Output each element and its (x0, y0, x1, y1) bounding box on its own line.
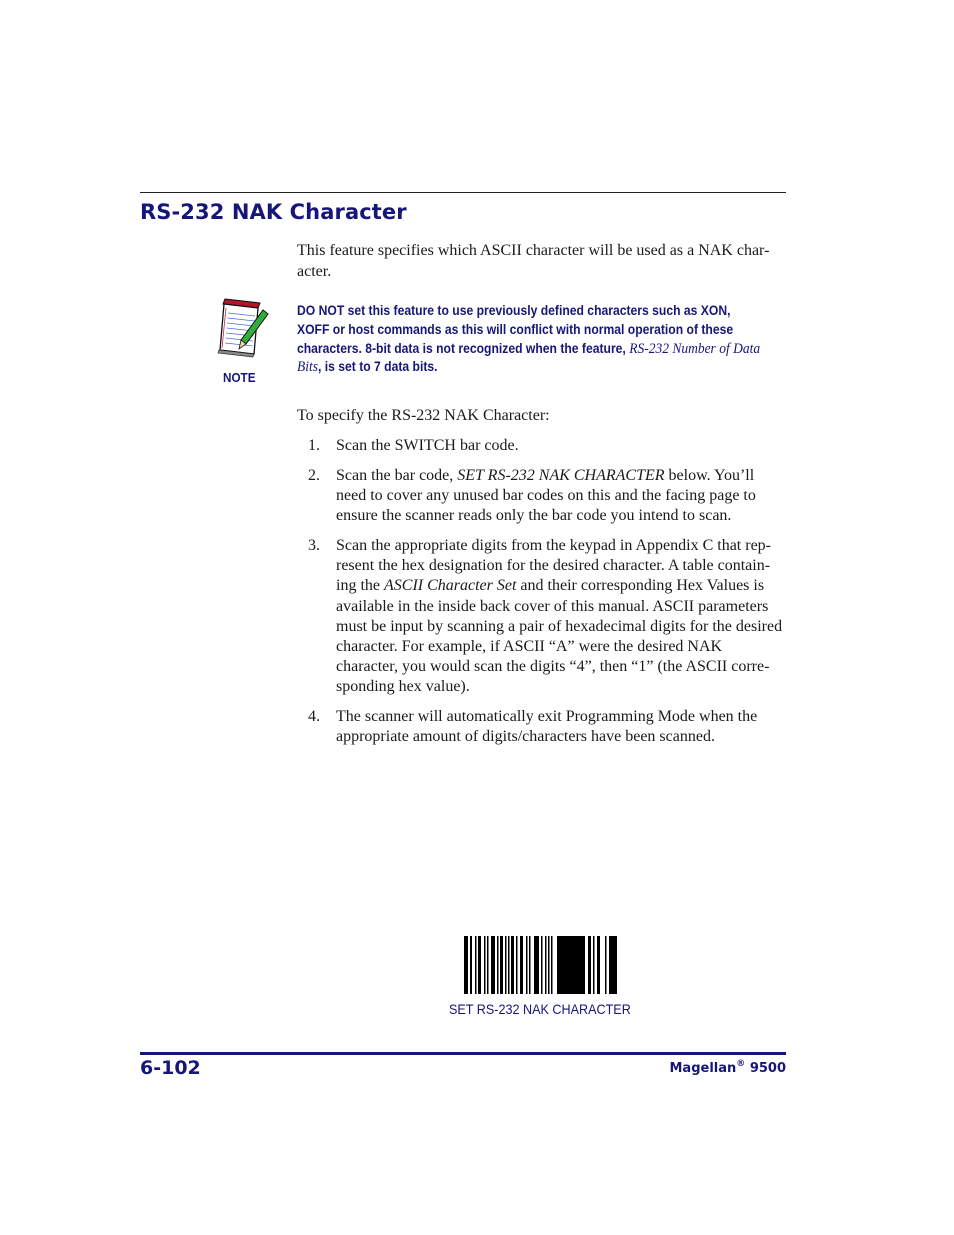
step-text: and their corresponding Hex Values is available in the inside back cover of this manual. ASCII parameters must be input by scanning a pair of hexadecimal digits for the desired character. For example, if ASCII “A” were the desired NAK character, you would scan the digits “4”, then “1” (the ASCII corre-sponding hex value). (336, 577, 783, 696)
note-text (297, 302, 765, 377)
step-4 (297, 707, 787, 747)
step-number: 3. (308, 537, 320, 554)
procedure-steps (297, 436, 787, 757)
product-model: 9500 (749, 1061, 786, 1076)
step-text-italic: ASCII Character Set (384, 577, 517, 595)
notepad-pencil-icon (216, 296, 272, 358)
note-text-part2: , is set to 7 data bits. (318, 359, 438, 375)
product-brand: Magellan (669, 1061, 737, 1076)
note-label: NOTE (223, 370, 256, 385)
step-number: 4. (308, 708, 320, 726)
page-number: 6-102 (140, 1057, 201, 1079)
step-text: below. You’ll need to cover any unused bar codes on this and the facing page to ensure the scanner reads only the bar code you intend to scan. (336, 466, 756, 525)
intro-paragraph: This feature specifies which ASCII character will be used as a NAK char-acter. (297, 242, 770, 280)
note-text-italic: RS-232 Number of Data Bits (297, 340, 761, 376)
barcode-icon[interactable] (464, 936, 617, 994)
step-1 (297, 436, 787, 456)
barcode-label: SET RS-232 NAK CHARACTER (449, 1001, 631, 1017)
procedure-lead: To specify the RS-232 NAK Character: (297, 407, 550, 424)
step-text: Scan the SWITCH bar code. (336, 437, 519, 454)
footer-rule (140, 1052, 786, 1055)
registered-mark: ® (736, 1059, 746, 1069)
step-text: The scanner will automatically exit Programming Mode when the appropriate amount of digits/characters have been scanned. (336, 708, 758, 746)
step-3 (297, 536, 787, 698)
section-title: RS-232 NAK Character (140, 200, 407, 224)
step-text: Scan the appropriate digits from the keypad in Appendix C that rep-resent the hex designation for the desired character. A table contain-ing the (336, 537, 771, 595)
top-rule (140, 192, 786, 193)
step-text: Scan the bar code, (336, 466, 454, 484)
step-number: 2. (308, 466, 320, 484)
product-name (670, 1059, 787, 1076)
note-text-part1: DO NOT set this feature to use previously defined characters such as XON, XOFF or host commands as this will conflict with normal operation of these characters. 8-bit data is not recognized when the feature, (297, 303, 734, 356)
step-2 (297, 466, 787, 527)
step-text-italic: SET RS-232 NAK CHARACTER (457, 466, 665, 484)
step-number: 1. (308, 437, 320, 454)
